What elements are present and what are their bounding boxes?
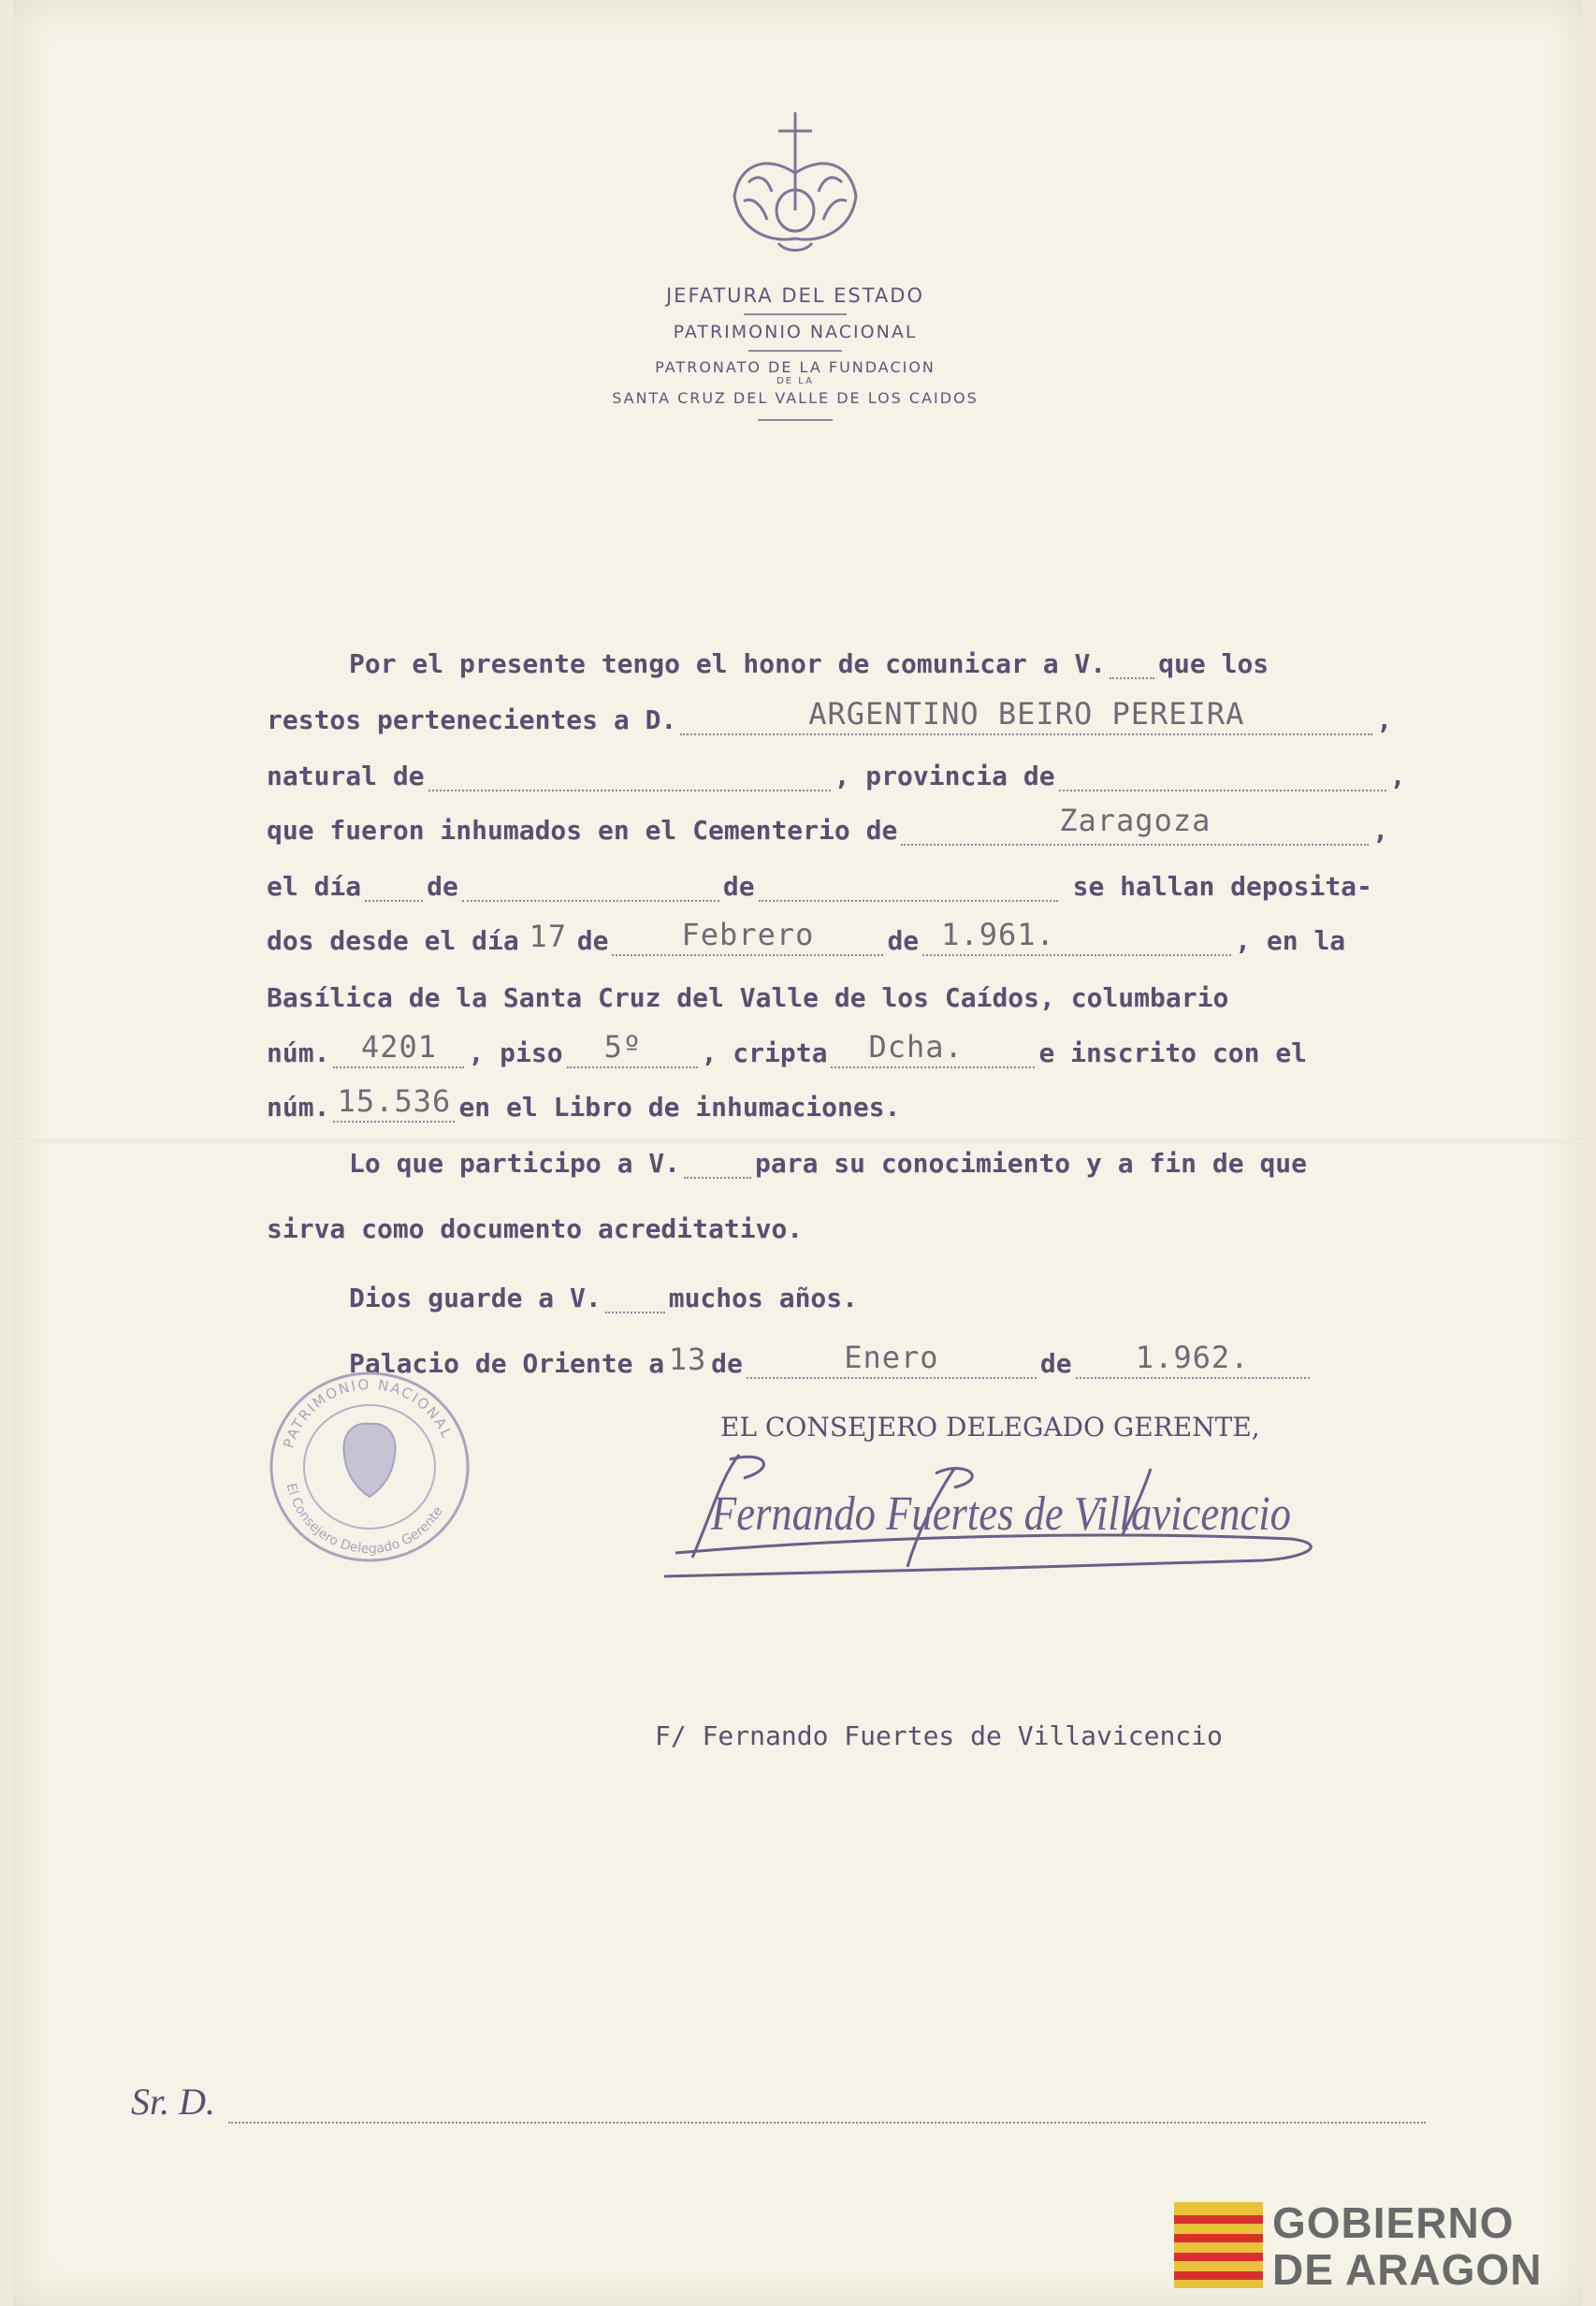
svg-text:El Consejero Delegado Gerente: El Consejero Delegado Gerente: [283, 1481, 446, 1558]
header-divider: [748, 350, 842, 352]
body-line-11: sirva como documento acreditativo.: [267, 1213, 804, 1244]
dia-firma-field: 13: [668, 1342, 707, 1377]
header-divider: [758, 419, 833, 421]
body-line-8: núm. 4201 , piso 5º , cripta Dcha. e inscrito con el: [267, 1029, 1308, 1068]
mes-deposito-field: Febrero: [612, 926, 883, 956]
body-line-5: el día de de se hallan deposita-: [267, 871, 1372, 902]
blank-title: [1110, 649, 1154, 679]
mes-firma-field: Enero: [747, 1349, 1037, 1379]
header-line-5: SANTA CRUZ DEL VALLE DE LOS CAIDOS: [612, 389, 979, 407]
handwritten-signature: [655, 1441, 1338, 1590]
body-line-9: núm. 15.536 en el Libro de inhumaciones.: [267, 1083, 901, 1123]
crest-emblem-icon: [720, 108, 870, 267]
natural-de-field: [428, 761, 831, 791]
header-line-1: JEFATURA DEL ESTADO: [665, 284, 924, 307]
body-line-4: que fueron inhumados en el Cementerio de Zaragoza ,: [267, 803, 1389, 846]
piso-field: 5º: [567, 1038, 698, 1068]
name-field: ARGENTINO BEIRO PEREIRA: [680, 705, 1372, 735]
body-line-7: Basílica de la Santa Cruz del Valle de los Caídos, columbario: [267, 982, 1229, 1013]
svg-text:PATRIMONIO NACIONAL: PATRIMONIO NACIONAL: [280, 1375, 457, 1451]
body-line-2: restos pertenecientes a D. ARGENTINO BEIRO PEREIRA ,: [267, 696, 1393, 735]
official-stamp-icon: [262, 1366, 477, 1567]
body-line-13: Palacio de Oriente a 13 de Enero de 1.962.: [267, 1336, 1464, 1379]
anio-deposito-field: 1.961.: [922, 926, 1231, 956]
signer-title: EL CONSEJERO DELEGADO GERENTE,: [720, 1412, 1260, 1443]
blank-title: [605, 1284, 665, 1313]
anio-firma-field: 1.962.: [1076, 1349, 1310, 1379]
recipient-label: Sr. D.: [131, 2081, 216, 2123]
recipient-line: [131, 2077, 1469, 2124]
header-line-3: PATRONATO DE LA FUNDACION: [655, 358, 936, 376]
header-divider: [744, 313, 847, 315]
dia-deposito-field: 17: [529, 919, 567, 954]
cripta-field: Dcha.: [831, 1038, 1035, 1068]
logo-line-1: GOBIERNO: [1272, 2198, 1515, 2247]
svg-text:Fernando Fuertes de Villavicen: Fernando Fuertes de Villavicencio: [710, 1487, 1291, 1541]
signer-name: F/ Fernando Fuertes de Villavicencio: [655, 1720, 1223, 1751]
mes-field: [462, 872, 719, 902]
body-line-12: Dios guarde a V. muchos años.: [349, 1283, 859, 1313]
recipient-field: [228, 2094, 1426, 2124]
logo-line-2: DE ARAGON: [1272, 2245, 1543, 2294]
body-line-6: dos desde el día 17 de Febrero de 1.961. , en la: [267, 917, 1346, 956]
provincia-field: [1059, 761, 1386, 791]
body-line-3: natural de , provincia de ,: [267, 761, 1406, 791]
header-line-4: DE LA: [776, 376, 814, 386]
header-line-2: PATRIMONIO NACIONAL: [673, 322, 918, 342]
dia-field: [365, 872, 423, 902]
columbario-field: 4201: [333, 1038, 464, 1068]
blank-title: [684, 1149, 751, 1179]
anio-field: [759, 872, 1058, 902]
cementerio-field: Zaragoza: [901, 816, 1369, 846]
registro-field: 15.536: [333, 1093, 455, 1123]
body-line-10: Lo que participo a V. para su conocimiento y a fin de que: [349, 1148, 1308, 1179]
body-line-1: Por el presente tengo el honor de comunicar a V. que los: [349, 648, 1270, 679]
